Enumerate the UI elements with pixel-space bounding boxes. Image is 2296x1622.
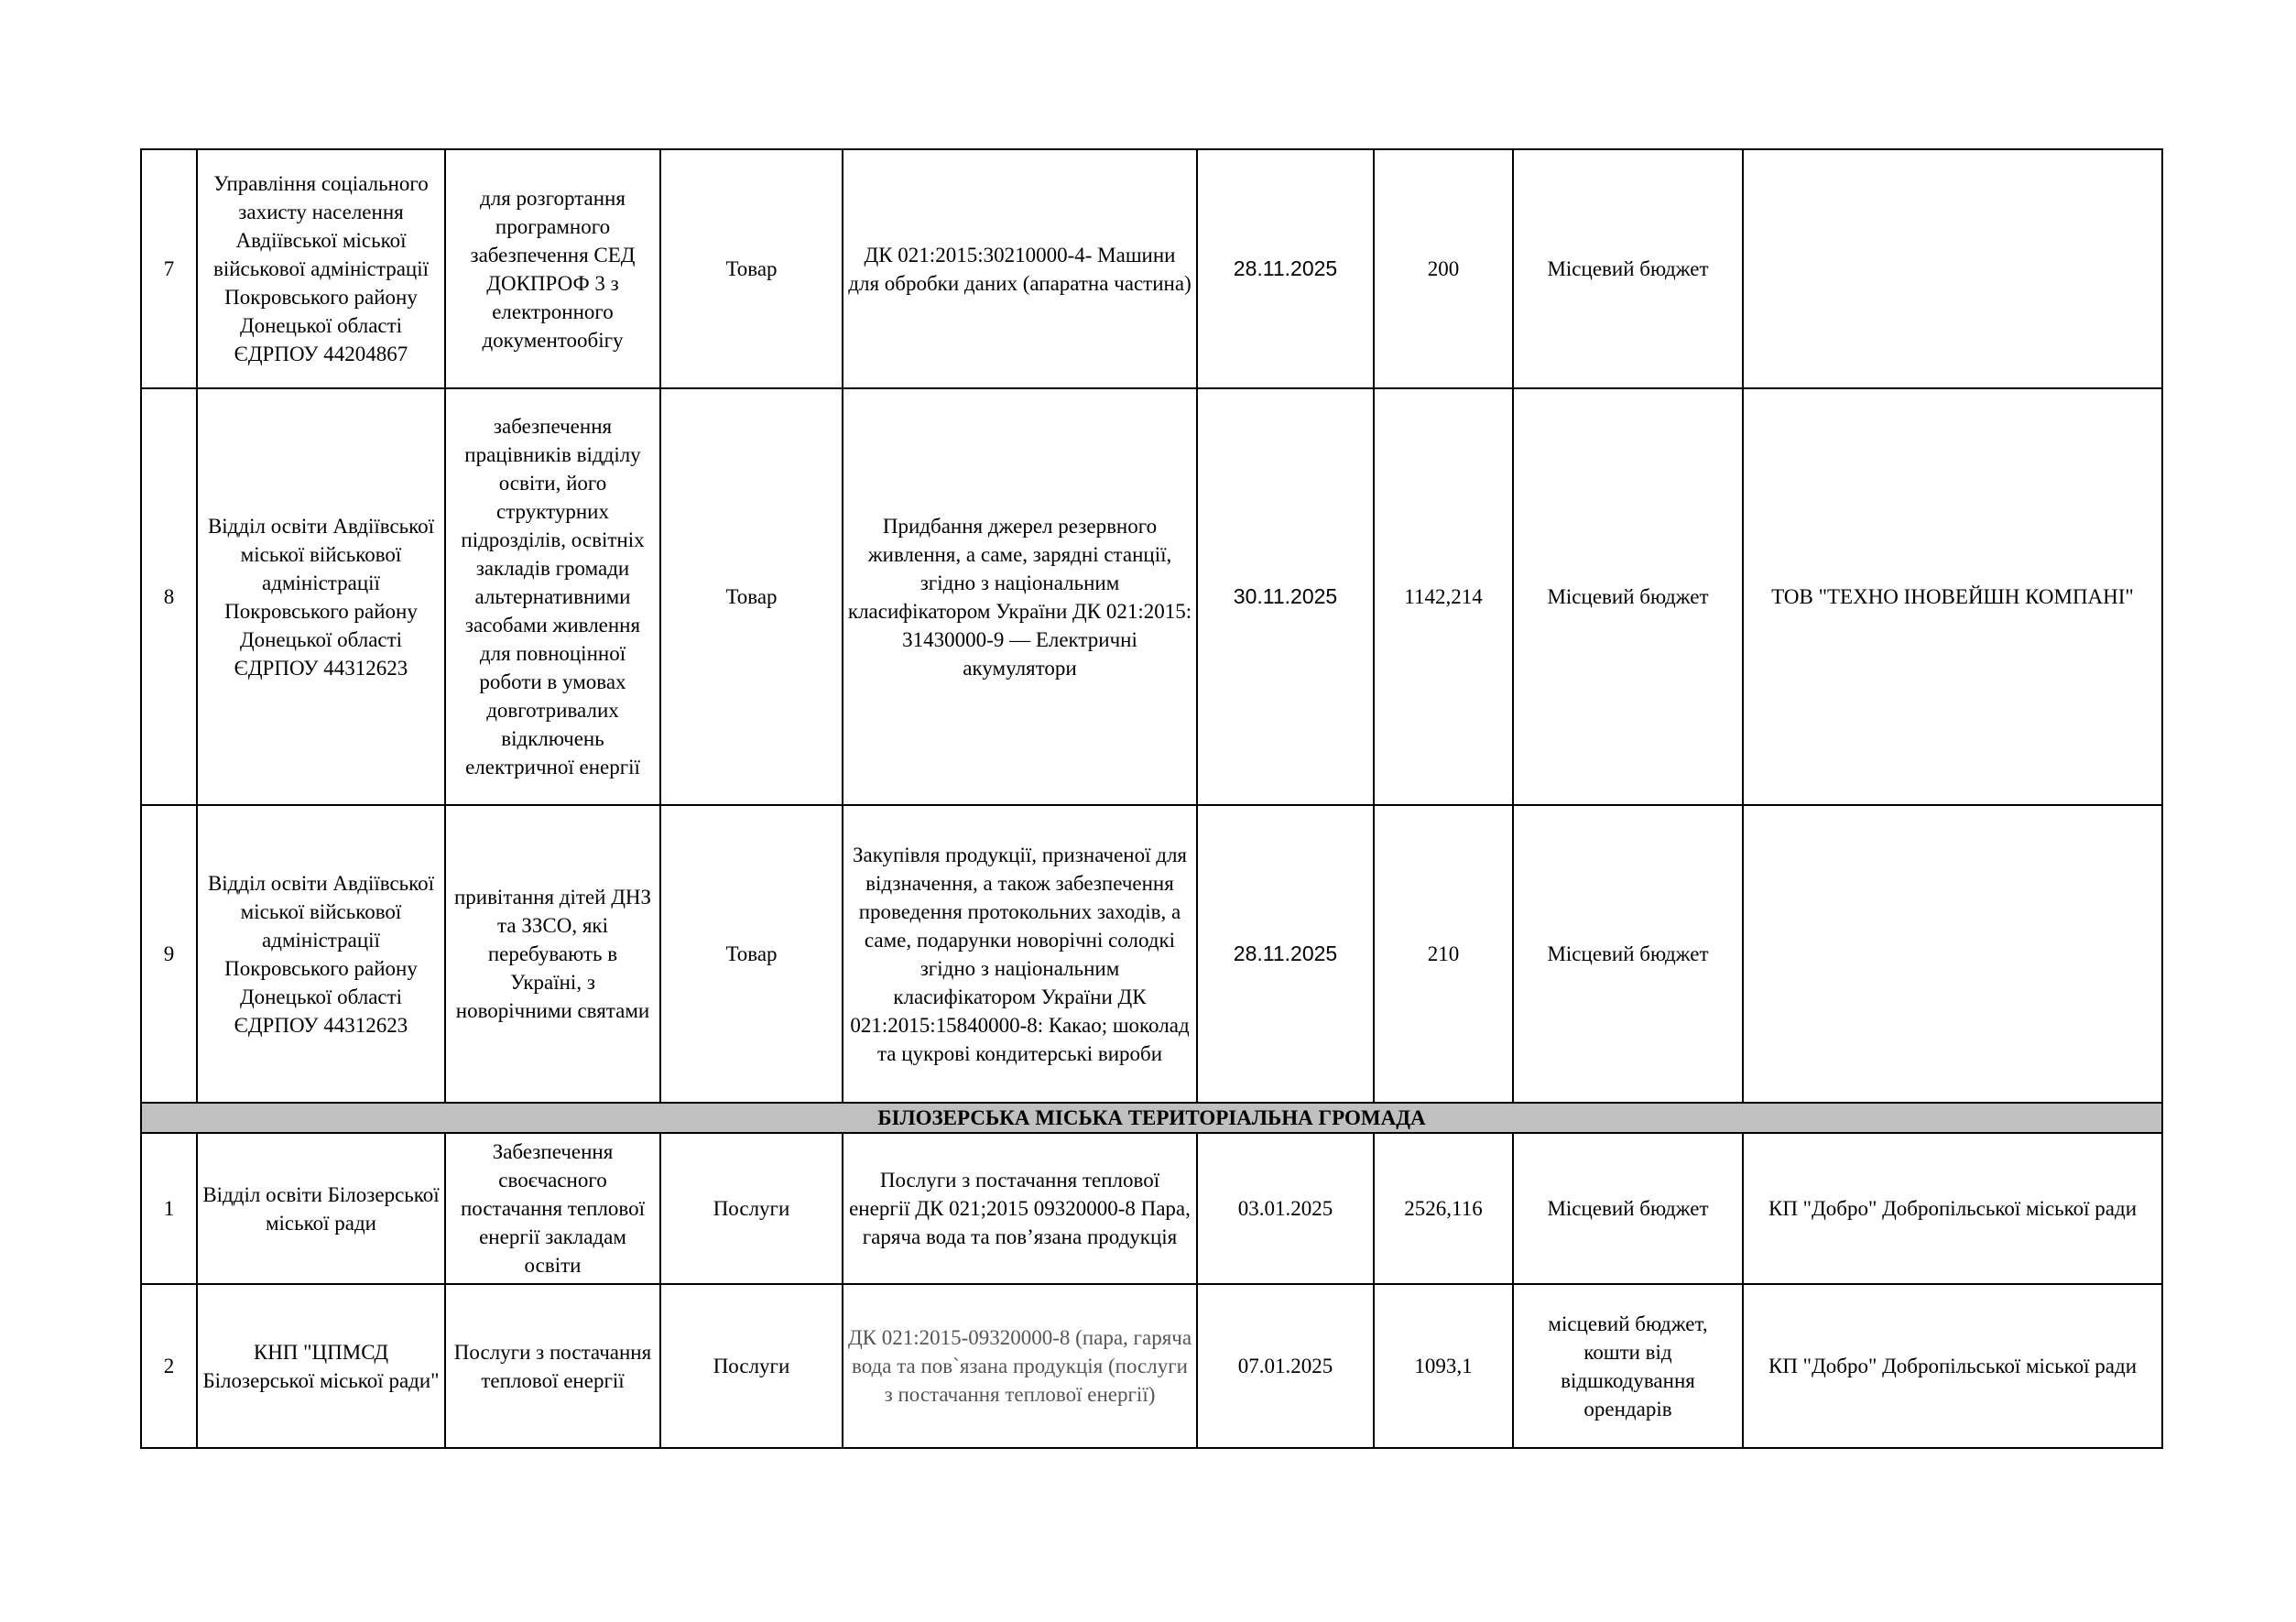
- procurement-type-cell: Послуги: [660, 1284, 843, 1448]
- amount-cell: 2526,116: [1374, 1133, 1513, 1284]
- customer-cell: Управління соціального захисту населення Авдіївської міської військової адміністрації Покровського району Донецької області ЄДРПОУ 44204867: [197, 149, 445, 388]
- supplier-cell: ТОВ "ТЕХНО ІНОВЕЙШН КОМПАНІ": [1743, 388, 2162, 805]
- purpose-cell: для розгортання програмного забезпечення СЕД ДОКПРОФ 3 з електронного документообігу: [445, 149, 660, 388]
- customer-cell: Відділ освіти Авдіївської міської військової адміністрації Покровського району Донецької області ЄДРПОУ 44312623: [197, 388, 445, 805]
- section-title: БІЛОЗЕРСЬКА МІСЬКА ТЕРИТОРІАЛЬНА ГРОМАДА: [141, 1103, 2162, 1133]
- table-row: [141, 805, 2162, 1103]
- funding-source-cell: Місцевий бюджет: [1513, 149, 1743, 388]
- procurement-type-cell: Товар: [660, 149, 843, 388]
- date-cell: 28.11.2025: [1197, 805, 1374, 1103]
- row-number: 7: [141, 149, 197, 388]
- amount-cell: 1142,214: [1374, 388, 1513, 805]
- amount-cell: 210: [1374, 805, 1513, 1103]
- funding-source-cell: Місцевий бюджет: [1513, 1133, 1743, 1284]
- date-cell: 03.01.2025: [1197, 1133, 1374, 1284]
- supplier-cell: КП "Добро" Добропільської міської ради: [1743, 1133, 2162, 1284]
- subject-cell: ДК 021:2015-09320000-8 (пара, гаряча вода та пов`язана продукція (послуги з постачання теплової енергії): [843, 1284, 1197, 1448]
- funding-source-cell: місцевий бюджет, кошти від відшкодування орендарів: [1513, 1284, 1743, 1448]
- purpose-cell: забезпечення працівників відділу освіти, його структурних підрозділів, освітніх закладів громади альтернативними засобами живлення для повноцінної роботи в умовах довготривалих відключень електричної енергії: [445, 388, 660, 805]
- table-row: [141, 149, 2162, 388]
- funding-source-cell: Місцевий бюджет: [1513, 388, 1743, 805]
- date-cell: 28.11.2025: [1197, 149, 1374, 388]
- funding-source-cell: Місцевий бюджет: [1513, 805, 1743, 1103]
- customer-cell: Відділ освіти Білозерської міської ради: [197, 1133, 445, 1284]
- subject-cell: Послуги з постачання теплової енергії ДК 021;2015 09320000-8 Пара, гаряча вода та пов’язана продукція: [843, 1133, 1197, 1284]
- procurement-type-cell: Товар: [660, 805, 843, 1103]
- supplier-cell: [1743, 149, 2162, 388]
- table-row: [141, 388, 2162, 805]
- section-header-row: [141, 1103, 2162, 1133]
- customer-cell: Відділ освіти Авдіївської міської військової адміністрації Покровського району Донецької області ЄДРПОУ 44312623: [197, 805, 445, 1103]
- subject-cell: ДК 021:2015:30210000-4- Машини для обробки даних (апаратна частина): [843, 149, 1197, 388]
- row-number: 1: [141, 1133, 197, 1284]
- subject-cell: Придбання джерел резервного живлення, а саме, зарядні станції, згідно з національним класифікатором України ДК 021:2015: 31430000-9 — Електричні акумулятори: [843, 388, 1197, 805]
- row-number: 9: [141, 805, 197, 1103]
- amount-cell: 200: [1374, 149, 1513, 388]
- procurement-type-cell: Товар: [660, 388, 843, 805]
- supplier-cell: КП "Добро" Добропільської міської ради: [1743, 1284, 2162, 1448]
- amount-cell: 1093,1: [1374, 1284, 1513, 1448]
- date-cell: 30.11.2025: [1197, 388, 1374, 805]
- purpose-cell: Послуги з постачання теплової енергії: [445, 1284, 660, 1448]
- procurement-type-cell: Послуги: [660, 1133, 843, 1284]
- table-row: [141, 1284, 2162, 1448]
- row-number: 8: [141, 388, 197, 805]
- procurement-table: [140, 148, 2163, 1449]
- customer-cell: КНП "ЦПМСД Білозерської міської ради": [197, 1284, 445, 1448]
- date-cell: 07.01.2025: [1197, 1284, 1374, 1448]
- purpose-cell: Забезпечення своєчасного постачання теплової енергії закладам освіти: [445, 1133, 660, 1284]
- table-row: [141, 1133, 2162, 1284]
- row-number: 2: [141, 1284, 197, 1448]
- subject-cell: Закупівля продукції, призначеної для відзначення, а також забезпечення проведення протокольних заходів, а саме, подарунки новорічні солодкі згідно з національним класифікатором України ДК 021:2015:15840000-8: Какао; шоколад та цукрові кондитерські вироби: [843, 805, 1197, 1103]
- supplier-cell: [1743, 805, 2162, 1103]
- purpose-cell: привітання дітей ДНЗ та ЗЗСО, які перебувають в Україні, з новорічними святами: [445, 805, 660, 1103]
